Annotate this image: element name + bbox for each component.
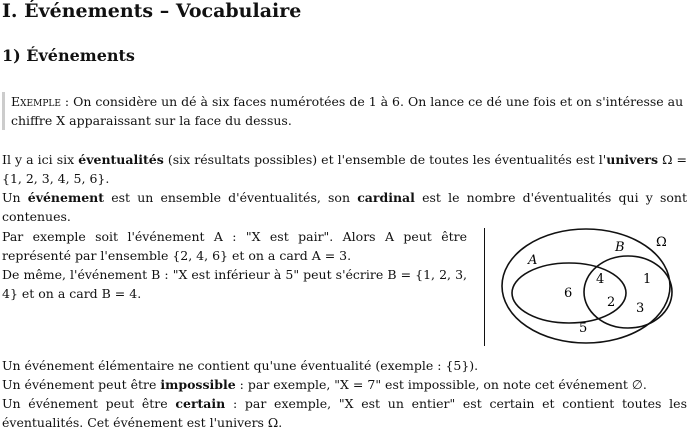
impossible-line — [2, 375, 687, 394]
univers-text-3: Ω = {1, 2, 3, 4, 5, 6}. — [2, 152, 687, 186]
set-b-label: B — [615, 240, 625, 255]
set-a-label: A — [528, 253, 538, 268]
set-b-ellipse — [584, 256, 672, 328]
divider-line — [484, 228, 485, 346]
term-certain: certain — [175, 396, 226, 411]
subsection-title: 1) Événements — [2, 46, 135, 65]
term-eventualites: éventualités — [78, 152, 164, 167]
certain-text-2: : par exemple, "X est un entier" est certain et contient toutes les éventualités. Cet événement est l'univers Ω. — [2, 396, 687, 430]
example-label: Exemple : — [11, 94, 70, 109]
elementaire-line: Un événement élémentaire ne contient qu'une éventualité (exemple : {5}). — [2, 358, 479, 373]
element-2: 2 — [607, 295, 616, 310]
evenement-text-3: est le nombre d'éventualités qui y sont contenues. — [2, 190, 687, 224]
element-3: 3 — [636, 301, 645, 316]
evenement-paragraph — [2, 188, 687, 226]
univers-paragraph — [2, 150, 687, 188]
example-b-text: De même, l'événement B : "X est inférieur à 5" peut s'écrire B = {1, 2, 3, 4} et on a card B = 4. — [2, 267, 467, 301]
element-6: 6 — [564, 286, 573, 301]
evenement-text-2: est un ensemble d'éventualités, son — [104, 190, 358, 205]
impossible-text-1: Un événement peut être — [2, 377, 161, 392]
examples-paragraph — [2, 227, 467, 303]
evenement-text-1: Un — [2, 190, 28, 205]
element-5: 5 — [579, 321, 588, 336]
universe-label: Ω — [656, 235, 667, 250]
certain-line — [2, 394, 687, 432]
univers-text-1: Il y a ici six — [2, 152, 79, 167]
impossible-text-2: : par exemple, "X = 7" est impossible, on note cet événement ∅. — [235, 377, 647, 392]
venn-diagram — [496, 226, 686, 344]
univers-text-2: (six résultats possibles) et l'ensemble de toutes les éventualités est l' — [163, 152, 607, 167]
term-impossible: impossible — [160, 377, 236, 392]
term-cardinal: cardinal — [357, 190, 415, 205]
example-text: On considère un dé à six faces numérotées de 1 à 6. On lance ce dé une fois et on s'intéresse au chiffre X apparaissant sur la face du dessus. — [11, 94, 684, 128]
element-1: 1 — [643, 272, 652, 287]
certain-text-1: Un événement peut être — [2, 396, 176, 411]
element-4: 4 — [596, 272, 605, 287]
example-a-text: Par exemple soit l'événement A : "X est pair". Alors A peut être représenté par l'ensemble {2, 4, 6} et on a card A = 3. — [2, 229, 467, 263]
section-title: I. Événements – Vocabulaire — [2, 0, 302, 22]
term-univers: univers — [606, 152, 659, 167]
term-evenement: événement — [27, 190, 105, 205]
example-box — [2, 92, 686, 130]
final-paragraph — [2, 356, 687, 432]
